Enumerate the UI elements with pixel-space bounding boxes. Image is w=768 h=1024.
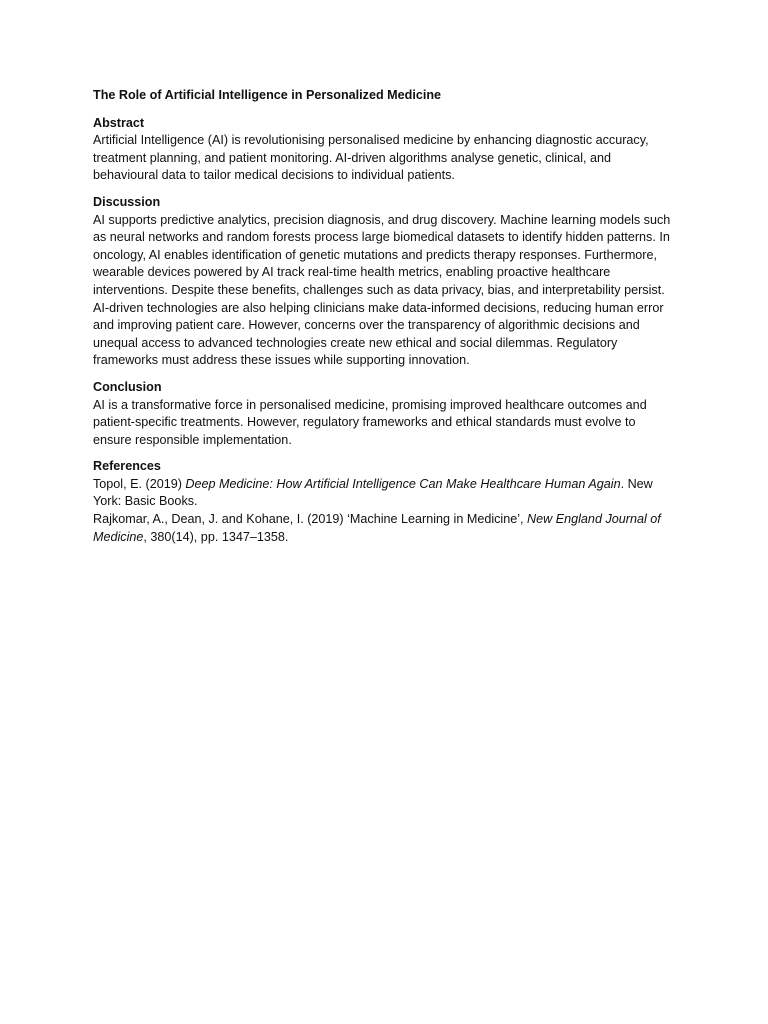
conclusion-text: AI is a transformative force in personalised medicine, promising improved healthcare outcomes and patient-specific treatments. However, regulatory frameworks and ethical standards must evolve to ensure responsible implementation. — [93, 397, 647, 447]
references-heading: References — [93, 459, 161, 474]
conclusion-section — [93, 379, 675, 449]
reference-publisher: . New York: Basic Books. — [93, 476, 653, 509]
discussion-paragraph: AI-driven technologies are also helping clinicians make data-informed decisions, reducing human error and improving patient care. However, concerns over the transparency of algorithmic decisions and unequal access to advanced technologies create new ethical and social dilemmas. Regulatory frameworks must address these issues while supporting innovation. — [93, 300, 664, 368]
reference-item — [93, 511, 675, 546]
discussion-paragraph: AI supports predictive analytics, precision diagnosis, and drug discovery. Machine learning models such as neural networks and random forests process large biomedical datasets to identify hidden patterns. In oncology, AI enables identification of genetic mutations and predicts therapy responses. Furthermore, wearable devices powered by AI track real-time health metrics, enabling proactive healthcare interventions. Despite these benefits, challenges such as data privacy, bias, and interpretability persist. — [93, 212, 671, 297]
reference-details: , 380(14), pp. 1347–1358. — [143, 529, 289, 544]
document-title: The Role of Artificial Intelligence in Personalized Medicine — [93, 88, 442, 102]
references-section — [93, 458, 675, 546]
abstract-section — [93, 115, 675, 185]
conclusion-heading: Conclusion — [93, 379, 162, 394]
reference-journal: New England Journal of Medicine — [93, 512, 661, 544]
discussion-heading: Discussion — [93, 194, 161, 209]
discussion-section — [93, 194, 675, 370]
reference-authors: Rajkomar, A., Dean, J. and Kohane, I. (2019) ‘Machine Learning in Medicine’, — [93, 512, 528, 527]
abstract-heading: Abstract — [93, 115, 145, 130]
document-page — [93, 87, 675, 555]
reference-authors: Topol, E. (2019) — [93, 476, 186, 491]
abstract-text: Artificial Intelligence (AI) is revolutionising personalised medicine by enhancing diagnostic accuracy, treatment planning, and patient monitoring. AI-driven algorithms analyse genetic, clinical, and behavioural data to tailor medical decisions to individual patients. — [93, 133, 649, 183]
reference-work-title: Deep Medicine: How Artificial Intelligence Can Make Healthcare Human Again — [185, 476, 621, 491]
reference-item — [93, 476, 675, 511]
